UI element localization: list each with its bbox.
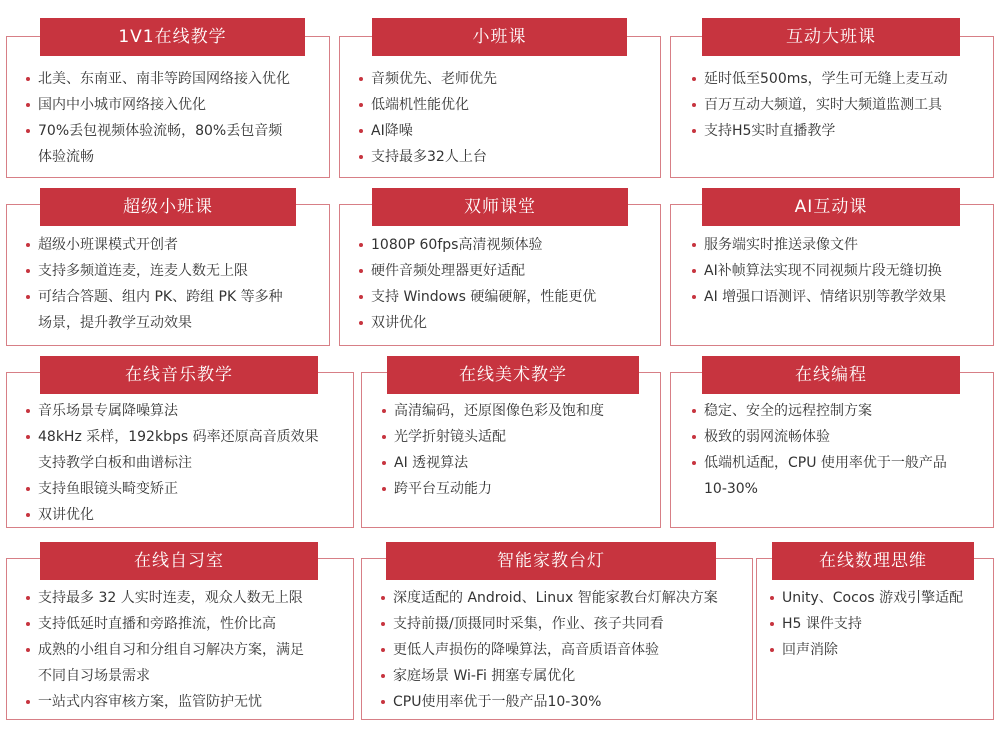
feature-item-text: 支持H5实时直播教学 (704, 123, 836, 139)
feature-item-text: 音乐场景专属降噪算法 (38, 403, 178, 419)
feature-item-text: 支持前摄/顶摄同时采集，作业、孩子共同看 (393, 616, 664, 632)
feature-item-text: 支持最多 32 人实时连麦，观众人数无上限 (38, 590, 303, 606)
card-title: 小班课 (372, 18, 627, 56)
card-title: 互动大班课 (702, 18, 960, 56)
feature-item-text: 双讲优化 (38, 507, 94, 523)
feature-item (359, 144, 497, 170)
feature-item (770, 585, 963, 611)
feature-item-text: 10-30% (704, 481, 758, 497)
feature-item (381, 637, 718, 663)
feature-item-text: Unity、Cocos 游戏引擎适配 (782, 590, 964, 606)
feature-item (382, 398, 604, 424)
feature-item (26, 585, 304, 611)
feature-item-text: 支持多频道连麦，连麦人数无上限 (38, 263, 248, 279)
card-title: 在线美术教学 (387, 356, 639, 394)
feature-item (381, 663, 718, 689)
feature-item-text: 跨平台互动能力 (394, 481, 492, 497)
feature-item (692, 450, 947, 502)
feature-item-text: 双讲优化 (371, 315, 427, 331)
feature-item-text: 光学折射镜头适配 (394, 429, 506, 445)
card-title: 双师课堂 (372, 188, 628, 226)
feature-item-text: AI降噪 (371, 123, 413, 139)
feature-item-text: 一站式内容审核方案，监管防护无忧 (38, 694, 262, 710)
feature-item-text: 服务端实时推送录像文件 (704, 237, 858, 253)
feature-list (26, 66, 290, 170)
feature-item (359, 232, 596, 258)
feature-item (382, 424, 604, 450)
feature-list (359, 66, 497, 170)
card-title: 在线编程 (702, 356, 960, 394)
feature-item (26, 502, 319, 528)
feature-item (770, 611, 963, 637)
feature-item-text: 极致的弱网流畅体验 (704, 429, 830, 445)
feature-item-text: AI 透视算法 (394, 455, 469, 471)
feature-item (26, 398, 319, 424)
feature-item-text: 音频优先、老师优先 (371, 71, 497, 87)
feature-item-text: 北美、东南亚、南非等跨国网络接入优化 (38, 71, 290, 87)
feature-item (381, 585, 718, 611)
feature-item-text: 百万互动大频道，实时大频道监测工具 (704, 97, 942, 113)
feature-list (359, 232, 596, 336)
card-title: 在线音乐教学 (40, 356, 318, 394)
feature-item-text: 超级小班课模式开创者 (38, 237, 178, 253)
feature-list (770, 585, 963, 663)
feature-item (26, 424, 319, 476)
feature-item-text: AI补帧算法实现不同视频片段无缝切换 (704, 263, 942, 279)
feature-item (26, 476, 319, 502)
feature-item (692, 284, 946, 310)
feature-list (26, 232, 283, 336)
feature-item-text: 低端机适配，CPU 使用率优于一般产品 (704, 455, 947, 471)
feature-item-text: 场景，提升教学互动效果 (38, 315, 192, 331)
feature-item (692, 424, 947, 450)
feature-item-text: 国内中小城市网络接入优化 (38, 97, 206, 113)
feature-item-text: 1080P 60fps高清视频体验 (371, 237, 543, 253)
feature-item-text: 延时低至500ms，学生可无缝上麦互动 (704, 71, 948, 87)
feature-item (692, 92, 948, 118)
feature-item (359, 310, 596, 336)
feature-list (26, 585, 304, 715)
card-title: AI互动课 (702, 188, 960, 226)
feature-item-text: 支持 Windows 硬编硬解，性能更优 (371, 289, 597, 305)
feature-list (692, 398, 947, 502)
card-title: 在线数理思维 (772, 542, 974, 580)
feature-item (26, 118, 290, 170)
feature-item (359, 284, 596, 310)
feature-item (359, 118, 497, 144)
feature-item-text: AI 增强口语测评、情绪识别等教学效果 (704, 289, 947, 305)
feature-item (26, 611, 304, 637)
feature-item (26, 232, 283, 258)
feature-item (770, 637, 963, 663)
feature-item (382, 450, 604, 476)
feature-list (26, 398, 319, 528)
feature-item-text: 不同自习场景需求 (38, 668, 150, 684)
feature-item-text: 支持最多32人上台 (371, 149, 487, 165)
feature-item-text: 支持教学白板和曲谱标注 (38, 455, 192, 471)
feature-item-text: 深度适配的 Android、Linux 智能家教台灯解决方案 (393, 590, 718, 606)
card-title: 在线自习室 (40, 542, 318, 580)
feature-item (692, 118, 948, 144)
card-title: 超级小班课 (40, 188, 296, 226)
feature-item-text: 更低人声损伤的降噪算法，高音质语音体验 (393, 642, 659, 658)
feature-item-text: 48kHz 采样，192kbps 码率还原高音质效果 (38, 429, 319, 445)
feature-list (692, 232, 946, 310)
feature-item (381, 611, 718, 637)
feature-item-text: 稳定、安全的远程控制方案 (704, 403, 872, 419)
feature-item-text: 高清编码，还原图像色彩及饱和度 (394, 403, 604, 419)
feature-item-text: 硬件音频处理器更好适配 (371, 263, 525, 279)
feature-item (359, 92, 497, 118)
feature-item (692, 398, 947, 424)
feature-item-text: 体验流畅 (38, 149, 94, 165)
feature-list (692, 66, 948, 144)
feature-item-text: 支持低延时直播和旁路推流，性价比高 (38, 616, 276, 632)
feature-item-text: 家庭场景 Wi-Fi 拥塞专属优化 (393, 668, 576, 684)
feature-item-text: H5 课件支持 (782, 616, 862, 632)
feature-item (359, 66, 497, 92)
feature-item (26, 689, 304, 715)
feature-item (26, 284, 283, 336)
feature-list (381, 585, 718, 715)
feature-item (26, 258, 283, 284)
feature-item (692, 258, 946, 284)
feature-item (382, 476, 604, 502)
feature-item-text: 支持鱼眼镜头畸变矫正 (38, 481, 178, 497)
feature-item (26, 637, 304, 689)
feature-item-text: 回声消除 (782, 642, 838, 658)
feature-item (381, 689, 718, 715)
feature-item-text: CPU使用率优于一般产品10-30% (393, 694, 602, 710)
feature-item-text: 70%丢包视频体验流畅，80%丢包音频 (38, 123, 283, 139)
feature-item-text: 低端机性能优化 (371, 97, 469, 113)
feature-item (26, 66, 290, 92)
feature-list (382, 398, 604, 502)
feature-item-text: 可结合答题、组内 PK、跨组 PK 等多种 (38, 289, 283, 305)
feature-item (692, 66, 948, 92)
feature-item (692, 232, 946, 258)
feature-item (359, 258, 596, 284)
card-title: 1V1在线教学 (40, 18, 305, 56)
feature-item-text: 成熟的小组自习和分组自习解决方案，满足 (38, 642, 304, 658)
card-title: 智能家教台灯 (386, 542, 716, 580)
feature-item (26, 92, 290, 118)
